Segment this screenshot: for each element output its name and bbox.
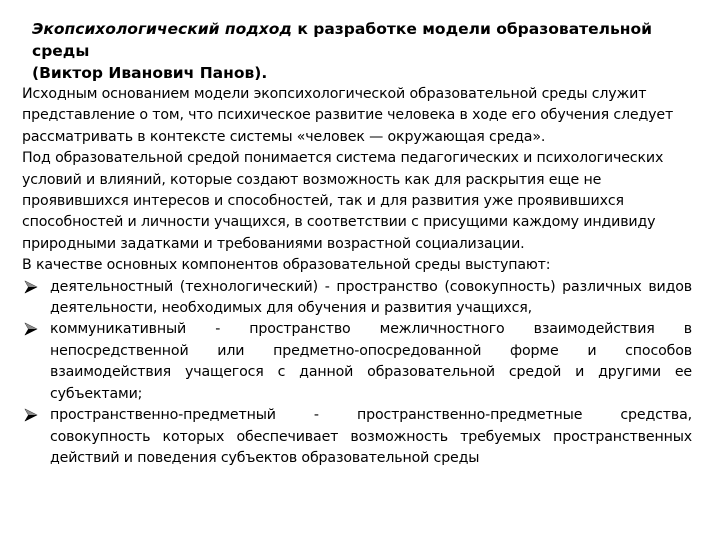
arrowhead-bullet-icon xyxy=(24,322,38,336)
list-item-text: коммуникативный - пространство межличностного взаимодействия в непосредственной или предметно-опосредованной форме и способов взаимодействия учащегося с данной образовательной средой и другими ее субъектами; xyxy=(50,321,692,402)
list-item-text: деятельностный (технологический) - пространство (совокупность) различных видов деятельности, необходимых для обучения и развития учащихся, xyxy=(50,278,692,317)
title-approach: Экопсихологический подход xyxy=(32,20,292,38)
paragraph-components-intro: В качестве основных компонентов образовательной среды выступают: xyxy=(22,257,551,274)
list-item-text: пространственно-предметный - пространственно-предметные средства, совокупность которых обеспечивает возможность требуемых пространственных действий и поведения субъектов образовательной среды xyxy=(50,407,692,466)
paragraph-basis: Исходным основанием модели экопсихологической образовательной среды служит представление о том, что психическое развитие человека в ходе его обучения следует рассматривать в контексте системы «человек — окружающая среда». xyxy=(22,86,674,145)
title-author: (Виктор Иванович Панов). xyxy=(32,64,268,82)
slide-title xyxy=(32,18,672,84)
paragraph-definition: Под образовательной средой понимается система педагогических и психологических условий и влияний, которые создают возможность как для раскрытия еще не проявившихся интересов и способностей, так и для развития уже проявившихся способностей и личности учащихся, в соответствии с присущими каждому индивиду природными задатками и требованиями возрастной социализации. xyxy=(22,150,664,252)
arrowhead-bullet-icon xyxy=(24,280,38,294)
slide-body xyxy=(22,84,692,469)
list-item-communicative xyxy=(22,319,692,405)
arrowhead-bullet-icon xyxy=(24,408,38,422)
title-topic: к разработке модели образовательной среды xyxy=(32,20,653,60)
components-list xyxy=(22,277,692,470)
list-item-activity xyxy=(22,277,692,320)
list-item-spatial xyxy=(22,405,692,469)
